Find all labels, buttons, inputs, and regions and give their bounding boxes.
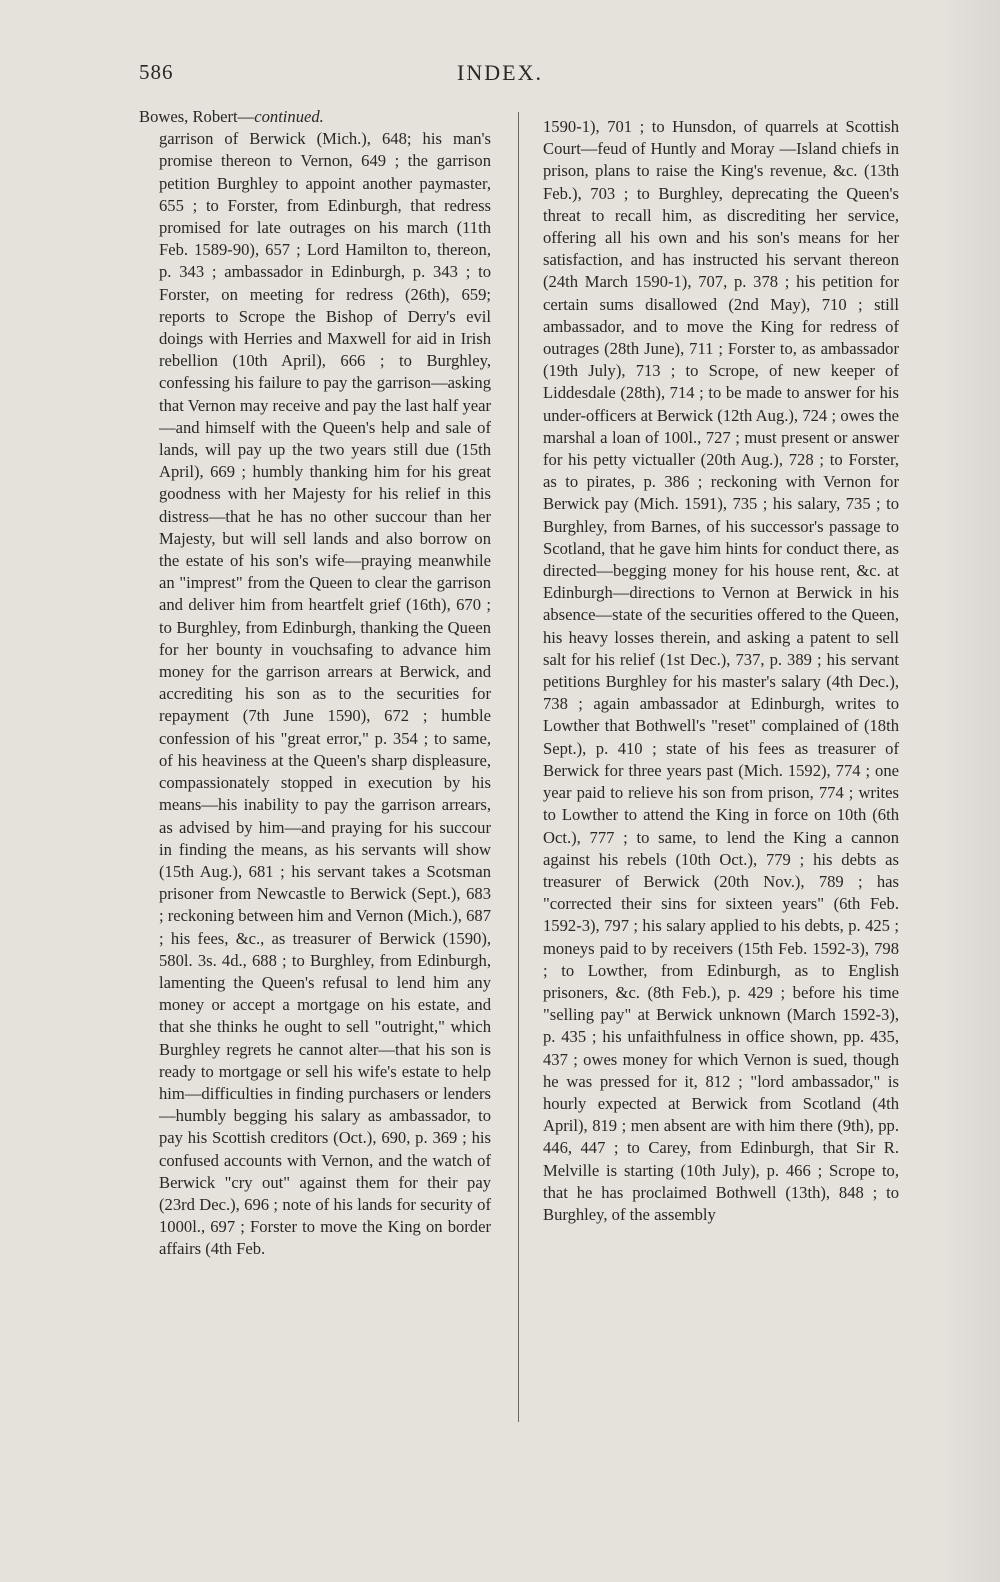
column-divider xyxy=(518,112,519,1422)
entry-heading xyxy=(139,106,491,128)
running-head: INDEX. xyxy=(457,60,543,85)
entry-continued: continued. xyxy=(254,107,324,126)
entry-name: Bowes, Robert— xyxy=(139,107,255,126)
left-column-text: garrison of Berwick (Mich.), 648; his man's promise thereon to Vernon, 649 ; the garrison petition Burghley to appoint another paymaster, 655 ; to Forster, from Edinburgh, that redress promised for late outrages on his march (11th Feb. 1589-90), 657 ; Lord Hamilton to, thereon, p. 343 ; ambassador in Edinburgh, p. 343 ; to Forster, on meeting for redress (26th), 659; reports to Scrope the Bishop of Derry's evil doings with Herries and Maxwell for aid in Irish rebellion (10th April), 666 ; to Burghley, confessing his failure to pay the garrison—asking that Vernon may receive and pay the last half year—and himself with the Queen's help and sale of lands, will pay up the two years still due (15th April), 669 ; humbly thanking him for his great goodness with her Majesty for his relief in this distress—that he has no other succour than her Majesty, but will sell lands and also borrow on the estate of his son's wife—praying meanwhile an "imprest" from the Queen to clear the garrison and deliver him from heartfelt grief (16th), 670 ; to Burghley, from Edinburgh, thanking the Queen for her bounty in vouchsafing to advance him money for the garrison arrears at Berwick, and accrediting his son as to the securities for repayment (7th June 1590), 672 ; humble confession of his "great error," p. 354 ; to same, of his heaviness at the Queen's sharp displeasure, compassionately stopped in execution by his means—his inability to pay the garrison arrears, as advised by him—and praying for his succour in finding the means, as his servants will show (15th Aug.), 681 ; his servant takes a Scotsman prisoner from Newcastle to Berwick (Sept.), 683 ; reckoning between him and Vernon (Mich.), 687 ; his fees, &c., as treasurer of Berwick (1590), 580l. 3s. 4d., 688 ; to Burghley, from Edinburgh, lamenting the Queen's refusal to lend him any money or accept a mortgage on his estate, and that she thinks he ought to sell "outright," which Burghley regrets he cannot alter—that his son is ready to mortgage or sell his wife's estate to help him—difficulties in finding purchasers or lenders—humbly begging his salary as ambassador, to pay his Scottish creditors (Oct.), 690, p. 369 ; his confused accounts with Vernon, and the watch of Berwick "cry out" against them for their pay (23rd Dec.), 696 ; note of his lands for security of 1000l., 697 ; Forster to move the King on border affairs (4th Feb. xyxy=(159,129,491,1259)
page-edge-shadow xyxy=(940,0,1000,1582)
right-column-text: 1590-1), 701 ; to Hunsdon, of quarrels at Scottish Court—feud of Huntly and Moray —Island chiefs in prison, plans to raise the King's revenue, &c. (13th Feb.), 703 ; to Burghley, deprecating the Queen's threat to recall him, as discrediting her service, offering all his own and his son's means for her satisfaction, and has instructed his servant thereon (24th March 1590-1), 707, p. 378 ; his petition for certain sums disallowed (2nd May), 710 ; still ambassador, and to move the King for redress of outrages (28th June), 711 ; Forster to, as ambassador (19th July), 713 ; to Scrope, of new keeper of Liddesdale (28th), 714 ; to be made to answer for his under-officers at Berwick (12th Aug.), 724 ; owes the marshal a loan of 100l., 727 ; must present or answer for his petty victualler (20th Aug.), 728 ; to Forster, as to pirates, p. 386 ; reckoning with Vernon for Berwick pay (Mich. 1591), 735 ; his salary, 735 ; to Burghley, from Barnes, of his successor's passage to Scotland, that he gave him hints for conduct there, as directed—begging money for his house rent, &c. at Edinburgh—directions to Vernon at Berwick in his absence—state of the securities offered to the Queen, his heavy losses therein, and asking a patent to sell salt for his relief (1st Dec.), 737, p. 389 ; his servant petitions Burghley for his master's salary (4th Dec.), 738 ; again ambassador at Edinburgh, writes to Lowther that Bothwell's "reset" complained of (18th Sept.), p. 410 ; state of his fees as treasurer of Berwick for three years past (Mich. 1592), 774 ; one year paid to relieve his son from prison, 774 ; writes to Lowther to attend the King in force on 10th (6th Oct.), 777 ; to same, to lend the King a cannon against his rebels (10th Oct.), 779 ; his debts as treasurer of Berwick (20th Nov.), 789 ; has "corrected their sins for sixteen years" (6th Feb. 1592-3), 797 ; his salary applied to his debts, p. 425 ; moneys paid to by receivers (15th Feb. 1592-3), 798 ; to Lowther, from Edinburgh, as to English prisoners, &c. (8th Feb.), p. 429 ; before his time "selling pay" at Berwick unknown (March 1592-3), p. 435 ; his unfaithfulness in office shown, pp. 435, 437 ; owes money for which Vernon is sued, though he was pressed for it, 812 ; "lord ambassador," is hourly expected at Berwick from Scotland (4th April), 819 ; men absent are with him there (9th), pp. 446, 447 ; to Carey, from Edinburgh, that Sir R. Melville is starting (10th July), p. 466 ; Scrope to, that he has proclaimed Bothwell (13th), 848 ; to Burghley, of the assembly xyxy=(543,117,899,1224)
right-column xyxy=(543,116,899,1226)
left-column xyxy=(139,106,491,1261)
page-number: 586 xyxy=(139,60,174,84)
